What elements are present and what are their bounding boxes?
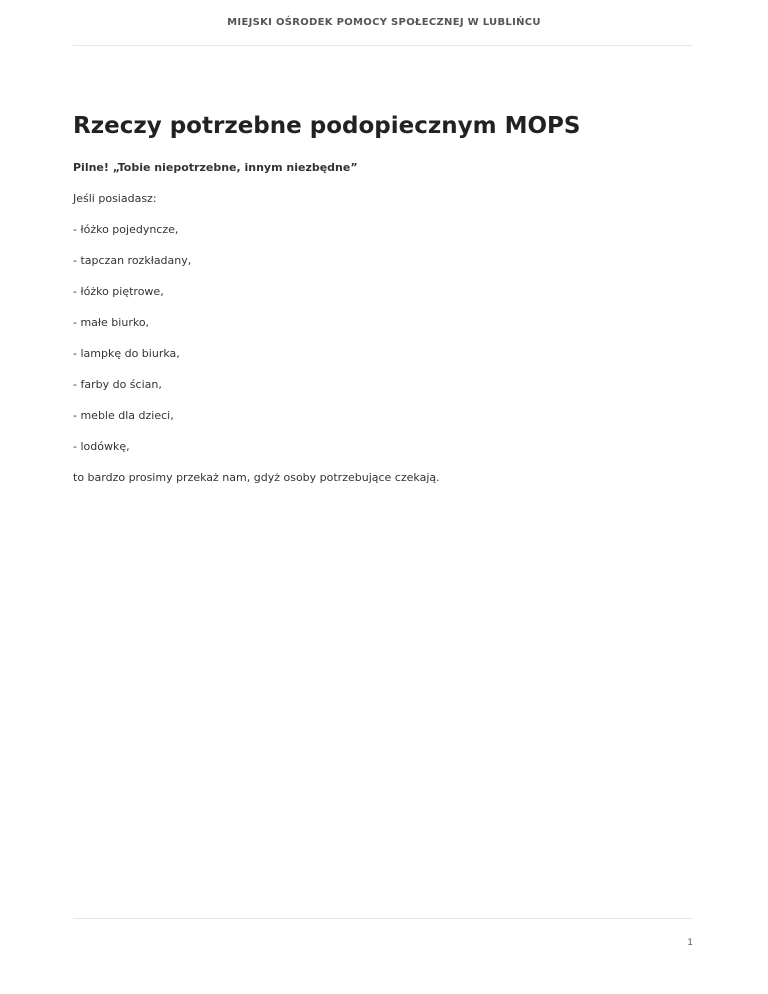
list-item: - lodówkę, (73, 440, 130, 453)
list-item: - łóżko pojedyncze, (73, 223, 179, 236)
list-item: - łóżko piętrowe, (73, 285, 164, 298)
list-item: - tapczan rozkładany, (73, 254, 192, 267)
needed-items-list (73, 223, 693, 454)
list-item: - farby do ścian, (73, 378, 162, 391)
footer-divider (73, 918, 693, 919)
closing-paragraph: to bardzo prosimy przekaż nam, gdyż osoby potrzebujące czekają. (73, 471, 440, 484)
list-item: - meble dla dzieci, (73, 409, 174, 422)
list-item: - małe biurko, (73, 316, 150, 329)
page-number: 1 (687, 938, 693, 948)
list-item: - lampkę do biurka, (73, 347, 180, 360)
document-title: Rzeczy potrzebne podopiecznym MOPS (73, 113, 581, 139)
lead-paragraph: Pilne! „Tobie niepotrzebne, innym niezbędne” (73, 161, 358, 174)
document-body (73, 161, 693, 502)
page-header-organization: MIEJSKI OŚRODEK POMOCY SPOŁECZNEJ W LUBLIŃCU (227, 17, 541, 28)
header-divider (73, 45, 693, 46)
intro-paragraph: Jeśli posiadasz: (73, 192, 157, 205)
